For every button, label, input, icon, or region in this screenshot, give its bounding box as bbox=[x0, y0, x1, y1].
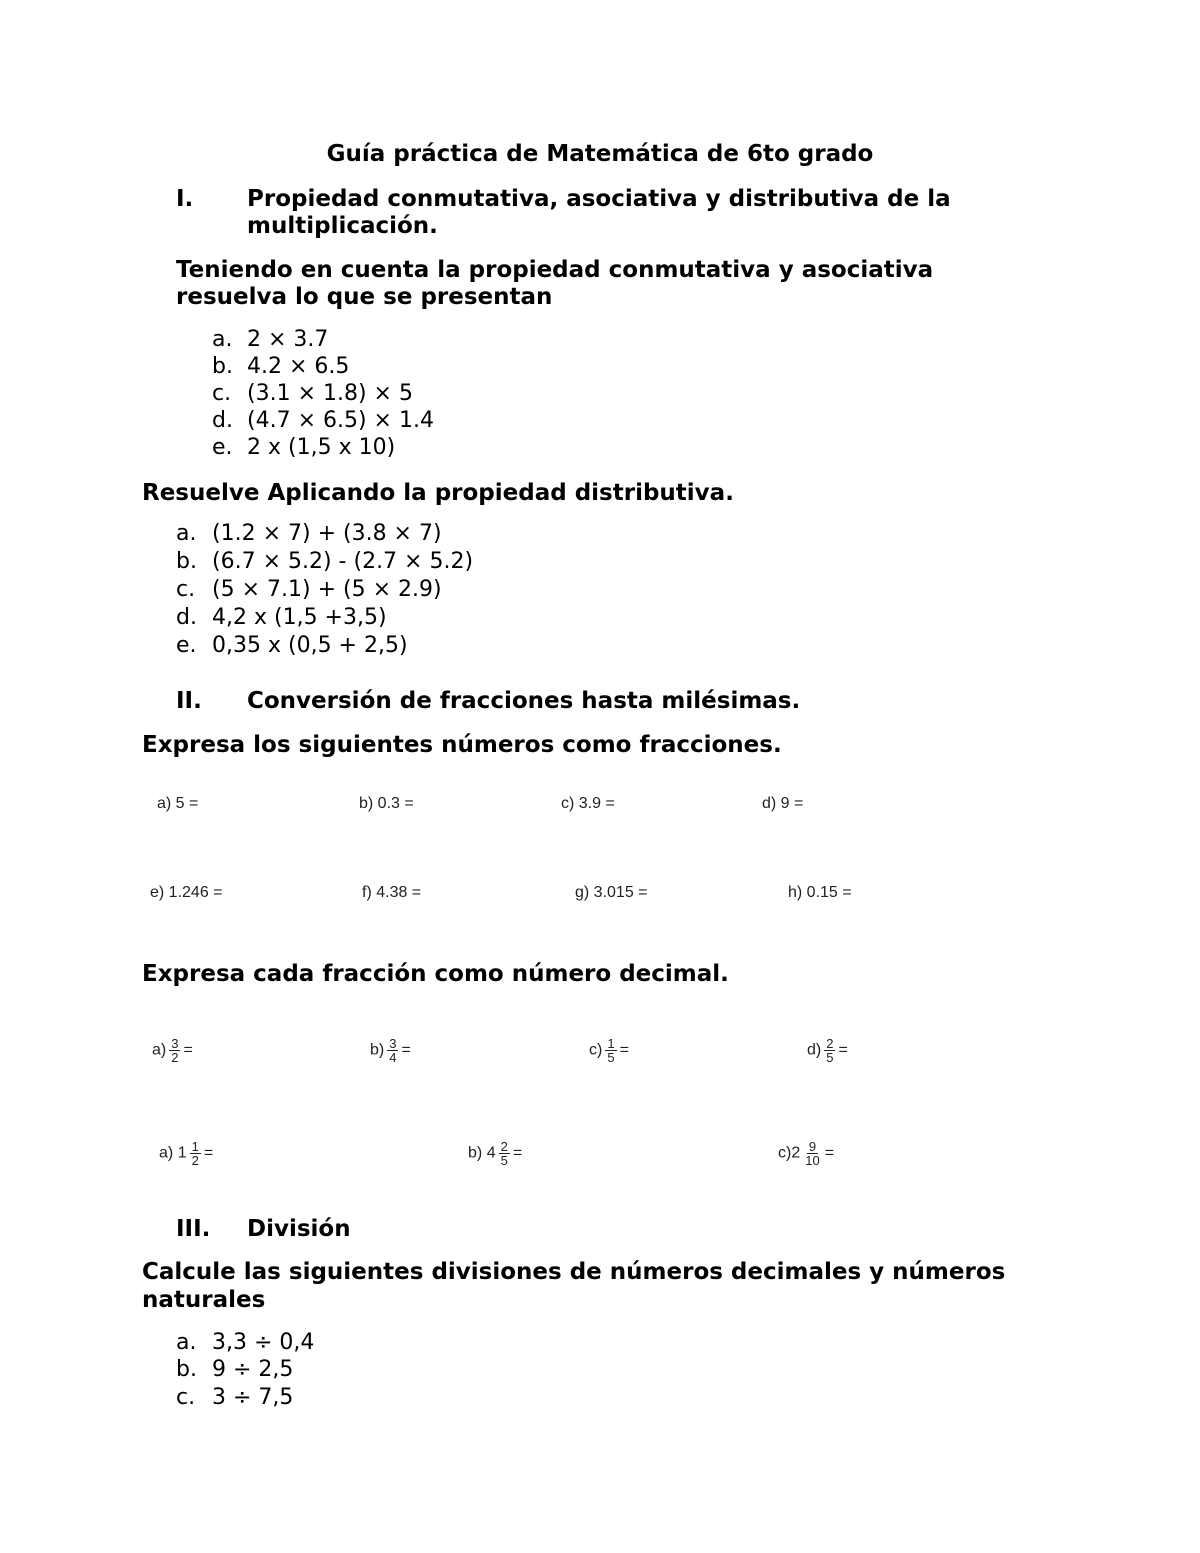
whole-number: 1 bbox=[177, 1144, 187, 1162]
item-text: 4,2 x (1,5 +3,5) bbox=[212, 605, 387, 630]
section-2-instruction-1: Expresa los siguientes números como fracciones. bbox=[142, 732, 782, 758]
section-1-heading-line1: Propiedad conmutativa, asociativa y distributiva de la bbox=[247, 186, 951, 212]
exercise-prefix: b) bbox=[370, 1041, 385, 1059]
list-item bbox=[212, 380, 413, 407]
item-text: 3 ÷ 7,5 bbox=[212, 1385, 294, 1410]
exercise-prefix: a) bbox=[152, 1041, 167, 1059]
list-item bbox=[176, 1356, 293, 1383]
fraction bbox=[499, 1140, 510, 1167]
exercise-prefix: c) bbox=[778, 1144, 792, 1162]
item-text: (4.7 × 6.5) × 1.4 bbox=[247, 408, 434, 433]
decimal-exercise: a) 5 = bbox=[157, 795, 199, 812]
list-item bbox=[176, 1329, 314, 1356]
fraction bbox=[169, 1037, 180, 1064]
numerator: 3 bbox=[171, 1036, 179, 1051]
item-text: 2 × 3.7 bbox=[247, 327, 329, 352]
item-marker: a. bbox=[176, 521, 197, 546]
equals-sign: = bbox=[619, 1041, 629, 1059]
equals-sign: = bbox=[203, 1144, 214, 1162]
section-1-instruction-line2: resuelva lo que se presentan bbox=[176, 284, 553, 310]
distributive-heading: Resuelve Aplicando la propiedad distributiva. bbox=[142, 480, 734, 506]
list-item bbox=[176, 604, 387, 631]
item-marker: b. bbox=[176, 549, 197, 574]
denominator: 2 bbox=[171, 1050, 179, 1065]
list-item bbox=[212, 353, 349, 380]
item-text: (6.7 × 5.2) - (2.7 × 5.2) bbox=[212, 549, 474, 574]
equals-sign: = bbox=[824, 1144, 835, 1162]
denominator: 4 bbox=[389, 1050, 397, 1065]
numerator: 1 bbox=[191, 1139, 199, 1154]
list-item bbox=[176, 576, 442, 603]
decimal-exercise: d) 9 = bbox=[762, 795, 804, 812]
fraction bbox=[824, 1037, 835, 1064]
section-1-instruction-line1: Teniendo en cuenta la propiedad conmutativa y asociativa bbox=[176, 257, 934, 283]
section-3-heading: División bbox=[247, 1216, 351, 1242]
item-text: 4.2 × 6.5 bbox=[247, 354, 350, 379]
item-marker: b. bbox=[176, 1357, 197, 1382]
decimal-exercise: e) 1.246 = bbox=[150, 884, 223, 901]
list-item bbox=[176, 548, 473, 575]
item-marker: c. bbox=[176, 577, 196, 602]
item-text: (5 × 7.1) + (5 × 2.9) bbox=[212, 577, 442, 602]
list-item bbox=[176, 632, 408, 659]
exercise-prefix: c) bbox=[589, 1041, 603, 1059]
numerator: 1 bbox=[607, 1036, 615, 1051]
item-marker: b. bbox=[212, 354, 233, 379]
list-item bbox=[212, 434, 395, 461]
numerator: 3 bbox=[389, 1036, 397, 1051]
denominator: 2 bbox=[191, 1153, 199, 1168]
item-text: 9 ÷ 2,5 bbox=[212, 1357, 294, 1382]
equals-sign: = bbox=[512, 1144, 523, 1162]
item-text: 0,35 x (0,5 + 2,5) bbox=[212, 633, 408, 658]
section-2-instruction-2: Expresa cada fracción como número decimal. bbox=[142, 961, 729, 987]
item-marker: d. bbox=[176, 605, 197, 630]
list-item bbox=[176, 1384, 293, 1411]
section-3-numeral: III. bbox=[176, 1216, 211, 1242]
page-title: Guía práctica de Matemática de 6to grado bbox=[326, 141, 874, 167]
item-text: 3,3 ÷ 0,4 bbox=[212, 1330, 315, 1355]
fraction-exercise bbox=[807, 1037, 848, 1064]
denominator: 5 bbox=[607, 1050, 615, 1065]
denominator: 10 bbox=[805, 1153, 820, 1168]
whole-number: 2 bbox=[791, 1144, 801, 1162]
item-text: 2 x (1,5 x 10) bbox=[247, 435, 396, 460]
item-marker: c. bbox=[212, 381, 232, 406]
fraction-exercise bbox=[152, 1037, 193, 1064]
item-text: (1.2 × 7) + (3.8 × 7) bbox=[212, 521, 442, 546]
exercise-prefix: b) bbox=[468, 1144, 483, 1162]
fraction bbox=[605, 1037, 616, 1064]
fraction bbox=[190, 1140, 201, 1167]
item-marker: c. bbox=[176, 1385, 196, 1410]
decimal-exercise: f) 4.38 = bbox=[362, 884, 422, 901]
item-marker: e. bbox=[176, 633, 197, 658]
mixed-fraction-exercise bbox=[778, 1140, 834, 1167]
fraction bbox=[387, 1037, 398, 1064]
whole-number: 4 bbox=[486, 1144, 496, 1162]
equals-sign: = bbox=[401, 1041, 411, 1059]
exercise-prefix: d) bbox=[807, 1041, 822, 1059]
list-item bbox=[212, 407, 434, 434]
item-marker: a. bbox=[176, 1330, 197, 1355]
exercise-prefix: a) bbox=[159, 1144, 174, 1162]
decimal-exercise: g) 3.015 = bbox=[575, 884, 648, 901]
section-1-numeral: I. bbox=[176, 186, 194, 212]
decimal-exercise: b) 0.3 = bbox=[359, 795, 414, 812]
numerator: 9 bbox=[808, 1139, 817, 1154]
mixed-fraction-exercise bbox=[468, 1140, 522, 1167]
decimal-exercise: h) 0.15 = bbox=[788, 884, 852, 901]
section-2-numeral: II. bbox=[176, 688, 202, 714]
fraction bbox=[803, 1140, 821, 1167]
item-marker: a. bbox=[212, 327, 233, 352]
denominator: 5 bbox=[826, 1050, 834, 1065]
item-text: (3.1 × 1.8) × 5 bbox=[247, 381, 413, 406]
denominator: 5 bbox=[500, 1153, 508, 1168]
section-2-heading: Conversión de fracciones hasta milésimas. bbox=[247, 688, 801, 714]
mixed-fraction-exercise bbox=[159, 1140, 213, 1167]
decimal-exercise: c) 3.9 = bbox=[561, 795, 615, 812]
section-3-instruction-line1: Calcule las siguientes divisiones de números decimales y números bbox=[142, 1259, 1006, 1285]
equals-sign: = bbox=[838, 1041, 848, 1059]
equals-sign: = bbox=[183, 1041, 193, 1059]
numerator: 2 bbox=[826, 1036, 834, 1051]
fraction-exercise bbox=[370, 1037, 411, 1064]
numerator: 2 bbox=[500, 1139, 508, 1154]
list-item bbox=[212, 326, 328, 353]
section-3-instruction-line2: naturales bbox=[142, 1287, 266, 1313]
section-1-heading-line2: multiplicación. bbox=[247, 213, 438, 239]
item-marker: d. bbox=[212, 408, 233, 433]
fraction-exercise bbox=[589, 1037, 629, 1064]
list-item bbox=[176, 520, 442, 547]
item-marker: e. bbox=[212, 435, 233, 460]
